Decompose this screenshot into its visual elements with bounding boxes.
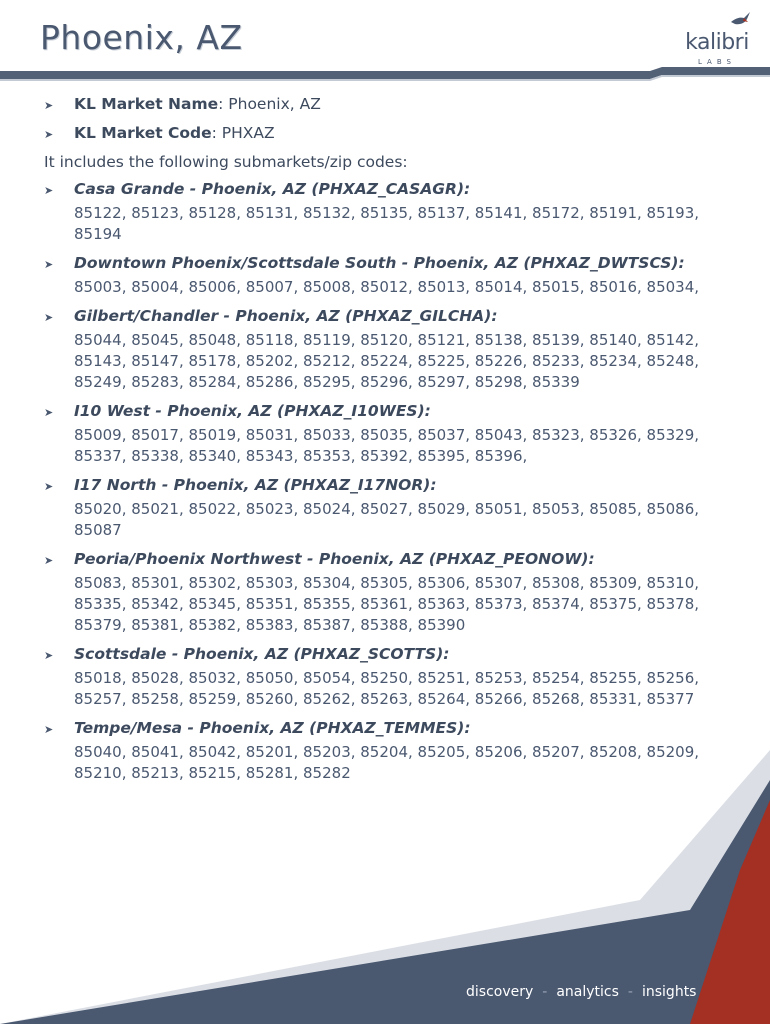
submarket-item — [44, 549, 734, 636]
submarket-item — [44, 401, 734, 467]
submarket-name: Peoria/Phoenix Northwest - Phoenix, AZ (PHXAZ_PEONOW): — [74, 550, 595, 568]
submarket-zips: 85018, 85028, 85032, 85050, 85054, 85250, 85251, 85253, 85254, 85255, 85256, 85257, 85258, 85259, 85260, 85262, 85263, 85264, 85266, 85268, 85331, 85377 — [74, 669, 700, 708]
arrow-bullet-icon: ➤ — [44, 184, 54, 197]
arrow-bullet-icon: ➤ — [44, 406, 54, 419]
header-divider — [0, 67, 770, 81]
submarket-zips: 85122, 85123, 85128, 85131, 85132, 85135, 85137, 85141, 85172, 85191, 85193, 85194 — [74, 204, 700, 243]
submarket-zips: 85083, 85301, 85302, 85303, 85304, 85305, 85306, 85307, 85308, 85309, 85310, 85335, 85342, 85345, 85351, 85355, 85361, 85363, 85373, 85374, 85375, 85378, 85379, 85381, 85382, 85383, 85387, 85388, 85390 — [74, 574, 700, 634]
submarket-zips: 85040, 85041, 85042, 85201, 85203, 85204, 85205, 85206, 85207, 85208, 85209, 85210, 85213, 85215, 85281, 85282 — [74, 743, 700, 782]
market-code-label: KL Market Code — [74, 124, 212, 142]
submarket-zips: 85020, 85021, 85022, 85023, 85024, 85027, 85029, 85051, 85053, 85085, 85086, 85087 — [74, 500, 700, 539]
market-name-label: KL Market Name — [74, 95, 219, 113]
market-code-value: : PHXAZ — [211, 124, 275, 142]
arrow-bullet-icon: ➤ — [44, 649, 54, 662]
submarket-item — [44, 306, 734, 393]
submarket-zips: 85003, 85004, 85006, 85007, 85008, 85012, 85013, 85014, 85015, 85016, 85034, — [74, 278, 700, 296]
submarket-name: Casa Grande - Phoenix, AZ (PHXAZ_CASAGR): — [74, 180, 471, 198]
submarket-name: Gilbert/Chandler - Phoenix, AZ (PHXAZ_GILCHA): — [74, 307, 498, 325]
tagline-insights: insights — [641, 984, 697, 1000]
arrow-bullet-icon: ➤ — [44, 258, 54, 271]
submarket-item — [44, 475, 734, 541]
arrow-bullet-icon: ➤ — [44, 99, 54, 112]
tagline-discovery: discovery — [466, 984, 534, 1000]
arrow-bullet-icon: ➤ — [44, 128, 54, 141]
market-name-item — [44, 94, 734, 116]
logo-subtext: LABS — [698, 58, 736, 66]
submarket-name: Tempe/Mesa - Phoenix, AZ (PHXAZ_TEMMES): — [74, 719, 471, 737]
arrow-bullet-icon: ➤ — [44, 554, 54, 567]
arrow-bullet-icon: ➤ — [44, 723, 54, 736]
submarket-item — [44, 253, 734, 298]
tagline-separator: - — [627, 984, 633, 1000]
market-content — [44, 94, 734, 792]
kalibri-logo — [682, 8, 752, 68]
intro-text: It includes the following submarkets/zip codes: — [44, 153, 408, 171]
submarket-name: I10 West - Phoenix, AZ (PHXAZ_I10WES): — [74, 402, 431, 420]
arrow-bullet-icon: ➤ — [44, 311, 54, 324]
market-code-item — [44, 123, 734, 145]
submarket-item — [44, 179, 734, 245]
page-title: Phoenix, AZ — [40, 18, 243, 57]
submarket-zips: 85009, 85017, 85019, 85031, 85033, 85035, 85037, 85043, 85323, 85326, 85329, 85337, 85338, 85340, 85343, 85353, 85392, 85395, 85396, — [74, 426, 700, 465]
submarket-name: Scottsdale - Phoenix, AZ (PHXAZ_SCOTTS): — [74, 645, 450, 663]
hummingbird-icon — [728, 8, 752, 32]
tagline-analytics: analytics — [556, 984, 619, 1000]
arrow-bullet-icon: ➤ — [44, 480, 54, 493]
footer-graphic — [0, 690, 770, 1024]
submarket-name: Downtown Phoenix/Scottsdale South - Phoenix, AZ (PHXAZ_DWTSCS): — [74, 254, 685, 272]
submarket-name: I17 North - Phoenix, AZ (PHXAZ_I17NOR): — [74, 476, 437, 494]
submarket-zips: 85044, 85045, 85048, 85118, 85119, 85120, 85121, 85138, 85139, 85140, 85142, 85143, 85147, 85178, 85202, 85212, 85224, 85225, 85226, 85233, 85234, 85248, 85249, 85283, 85284, 85286, 85295, 85296, 85297, 85298, 85339 — [74, 331, 700, 391]
market-name-value: : Phoenix, AZ — [218, 95, 321, 113]
logo-wordmark: kalibri — [685, 30, 749, 55]
footer-tagline — [466, 984, 696, 1000]
tagline-separator: - — [542, 984, 548, 1000]
